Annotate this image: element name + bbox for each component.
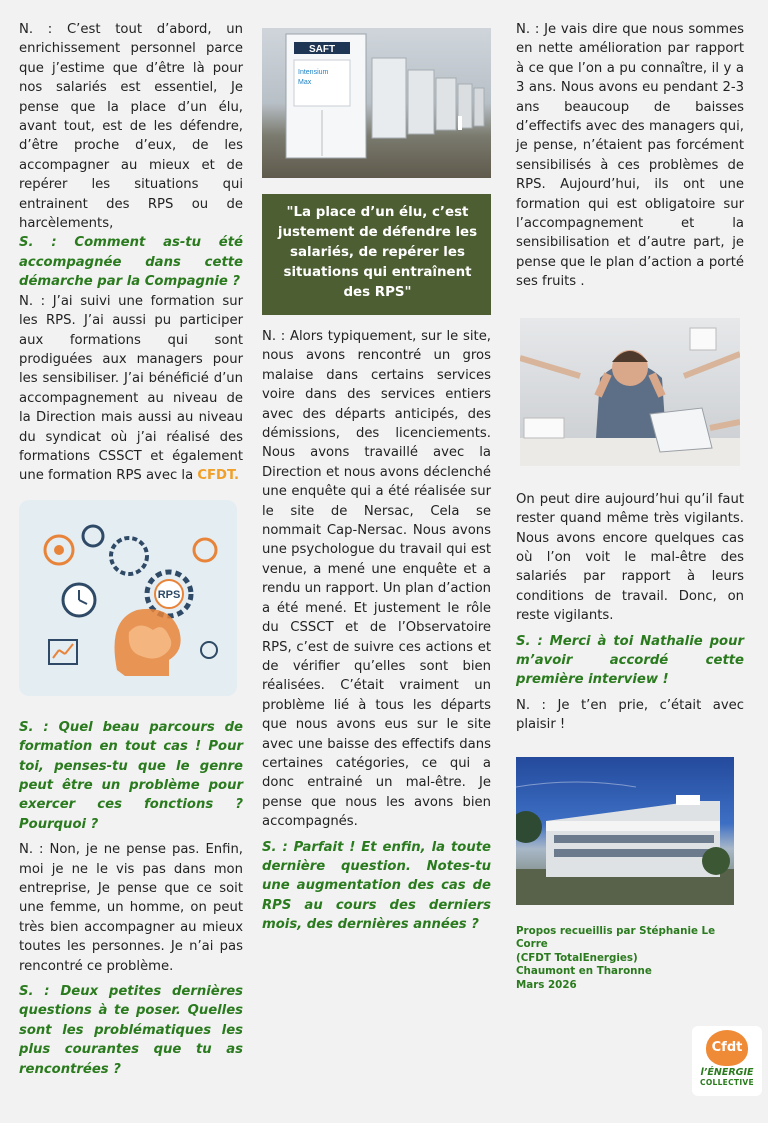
logo-tagline: COLLECTIVE	[700, 1078, 754, 1087]
answer-paragraph: N. : Je t’en prie, c’était avec plaisir !	[516, 697, 744, 733]
cfdt-badge: Cfdt	[706, 1030, 748, 1066]
answer-paragraph: N. : C’est tout d’abord, un enrichissement personnel parce que j’estime que d’être là pour nos salariés est essentiel, Je pense que la place d’un élu, avant tout, est de les défendre, d’être proche d’eux, de les accompagner au mieux et de repérer les situations qui entrainent des RPS ou de harcèlements,	[19, 22, 243, 232]
stressed-person-graphic	[520, 318, 740, 466]
credit-line: Mars 2026	[516, 978, 577, 991]
saft-containers-photo	[262, 28, 491, 178]
question-paragraph: S. : Parfait ! Et enfin, la toute dernière question. Notes-tu une augmentation des cas de RPS au cours des derniers mois, des dernières années ?	[262, 839, 491, 933]
pull-quote: "La place d’un élu, c’est justement de défendre les salariés, de repérer les situations qui entraînent des RPS"	[262, 194, 491, 315]
saft-brand-text: SAFT	[308, 44, 336, 55]
credit-line: Chaumont en Tharonne	[516, 965, 652, 978]
credit-line: (CFDT TotalEnergies)	[516, 951, 638, 964]
stressed-worker-photo	[520, 318, 740, 466]
cfdt-highlight: CFDT.	[197, 468, 240, 484]
interview-credit	[516, 925, 744, 993]
answer-paragraph: N. : Non, je ne pense pas. Enfin, moi je ne le vis pas dans mon entreprise, Je pense que ce soit une femme, un homme, on peut très bien accompagner au mieux toutes les personnes. Je n’ai pas rencontré ce problème.	[19, 842, 243, 974]
column-3	[516, 20, 744, 992]
saft-model-text: Max	[298, 79, 312, 86]
question-paragraph: S. : Deux petites dernières questions à te poser. Quelles sont les problématiques les plus courantes que tu as rencontrées ?	[19, 984, 243, 1077]
logo-tagline: l’ÉNERGIE	[700, 1067, 754, 1078]
answer-paragraph: N. : Je vais dire que nous sommes en nette amélioration par rapport à ce que l’on a pu connaître, il y a 3 ans. Nous avons eu pendant 2-3 ans beaucoup de baisses d’effectifs avec des managers qui, je pense, n’étaient pas forcément sensibilisés à ces problèmes de RPS. Aujourd’hui, ils ont une formation qui est obligatoire sur l’accompagnement et la sensibilisation et d’autre part, je pense que le plan d’action a porté ses fruits .	[516, 22, 744, 290]
question-paragraph: S. : Comment as-tu été accompagnée dans cette démarche par la Compagnie ?	[19, 235, 243, 290]
rps-illustration	[19, 500, 237, 696]
building-photo	[516, 757, 734, 905]
rps-gears-graphic	[19, 500, 237, 696]
factory-building-graphic	[516, 757, 734, 905]
battery-containers-graphic	[262, 28, 491, 178]
column-1	[19, 20, 243, 1079]
saft-model-text: Intensium	[298, 69, 329, 76]
answer-paragraph: N. : J’ai suivi une formation sur les RPS. J’ai aussi pu participer aux formations qui sont prodiguées aux managers pour les sensibiliser. J’ai bénéficié d’un accompagnement au niveau de la Direction mais aussi au niveau du syndicat où j’ai réalisé des formations CSSCT et également une formation RPS avec la CFDT.	[19, 293, 243, 484]
answer-paragraph: N. : Alors typiquement, sur le site, nous avons rencontré un gros malaise dans certains services voire dans des services entiers avec des départs anticipés, des démissions, des licenciements. Nous avons travaillé avec la Direction et nous avons déclenché une enquête qui a été réalisée sur le site de Nersac, Cela se nommait Cap-Nersac. Nous avons une psychologue du travail qui est venue, a mené une enquête et a rendu un rapport. Un plan d’action a été mené. Et justement le rôle du CSSCT et de l’Observatoire RPS, c’est de suivre ces actions et de vérifier qu’elles sont bien réalisées. C’était vraiment un problème lié à tous les départs que nous avons eus sur le site avec une baisse des effectifs dans certaines catégories, ce qui a donc entrainé un mal-être. Je pense que nous les avons bien accompagnés.	[262, 329, 491, 830]
question-paragraph: S. : Quel beau parcours de formation en tout cas ! Pour toi, penses-tu que le genre peut être un problème pour exercer ces fonctions ? Pourquoi ?	[19, 719, 243, 832]
answer-paragraph: On peut dire aujourd’hui qu’il faut rester quand même très vigilants. Nous avons encore quelques cas où l’on voit le mal-être des salariés par rapport à leurs conditions de travail. Donc, on reste vigilants.	[516, 491, 744, 624]
credit-line: Propos recueillis par Stéphanie Le Corre	[516, 924, 716, 951]
question-paragraph: S. : Merci à toi Nathalie pour m’avoir accordé cette première interview !	[516, 633, 744, 688]
cfdt-logo	[692, 1026, 762, 1096]
rps-gear-label: RPS	[157, 588, 181, 601]
column-2	[262, 20, 491, 935]
